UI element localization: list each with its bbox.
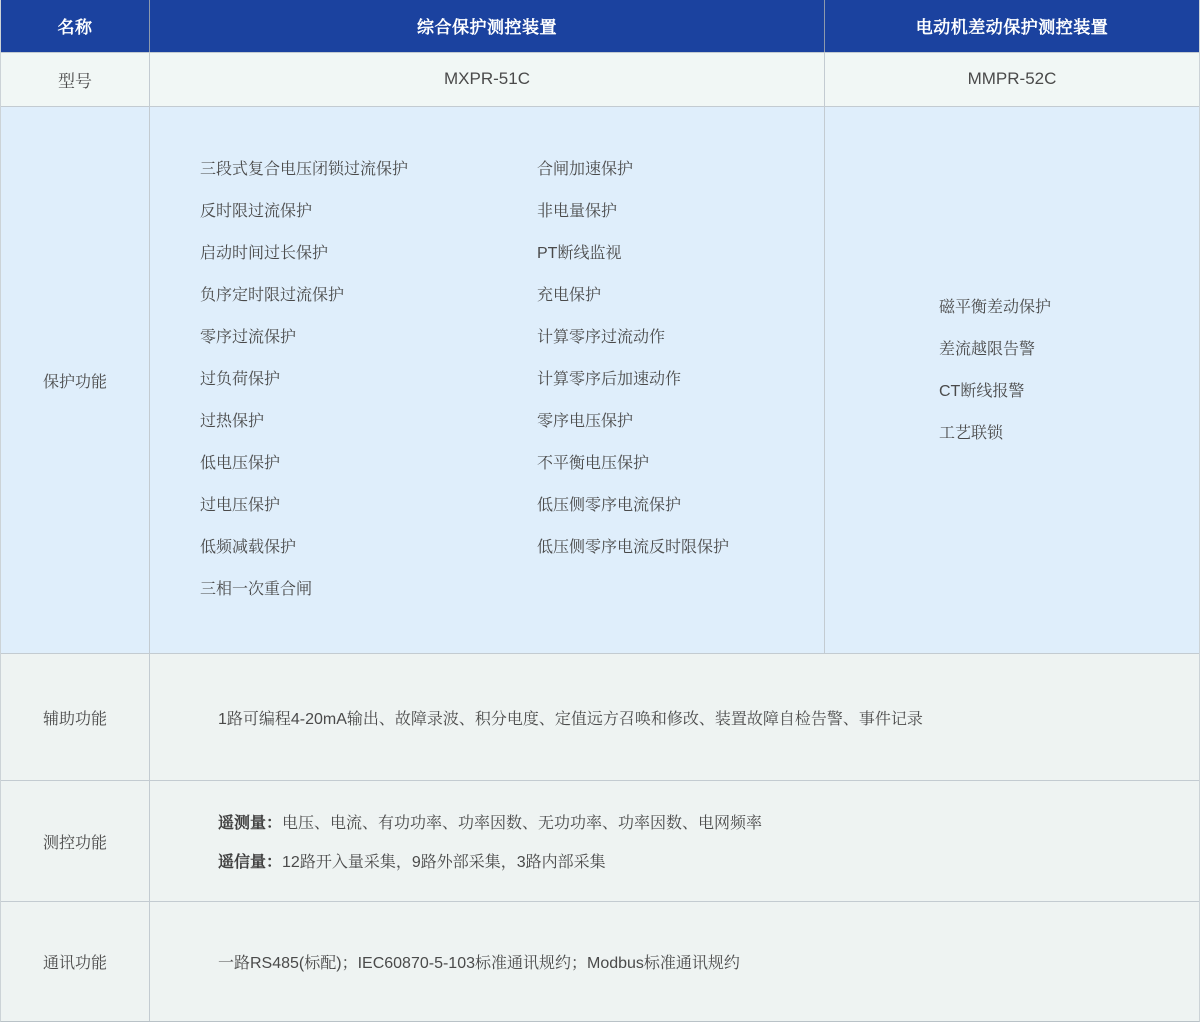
header-cell-main-device: 综合保护测控装置	[150, 0, 825, 52]
list-item: 不平衡电压保护	[537, 455, 650, 473]
aux-row-text: 1路可编程4-20mA输出、故障录波、积分电度、定值远方召唤和修改、装置故障自检告警、事件记录	[218, 710, 923, 728]
list-item: 过负荷保护	[200, 371, 281, 389]
telesignal-text: 12路开入量采集，9路外部采集，3路内部采集	[282, 854, 606, 872]
list-item: 过热保护	[200, 413, 265, 431]
telesignal-line	[218, 849, 1199, 872]
list-item: 计算零序过流动作	[537, 329, 666, 347]
list-item: 计算零序后加速动作	[537, 371, 682, 389]
list-item: 零序过流保护	[200, 329, 297, 347]
list-item: 工艺联锁	[939, 424, 1004, 442]
comm-row-text: 一路RS485(标配)；IEC60870-5-103标准通讯规约；Modbus标准通讯规约	[218, 955, 740, 973]
list-item: 磁平衡差动保护	[939, 298, 1052, 316]
table-header-row	[1, 0, 1199, 53]
list-item: 充电保护	[537, 287, 602, 305]
protection-main-cell	[150, 107, 825, 653]
comm-row-label: 通讯功能	[1, 902, 150, 1021]
list-item: PT断线监视	[537, 245, 622, 263]
list-item: 低电压保护	[200, 455, 281, 473]
list-item: 过电压保护	[200, 497, 281, 515]
telemetry-line	[218, 810, 1199, 833]
list-item: 非电量保护	[537, 203, 618, 221]
telemetry-label: 遥测量：	[218, 815, 283, 833]
model-row-label: 型号	[1, 53, 150, 106]
list-item: 反时限过流保护	[200, 203, 313, 221]
measure-row-content	[150, 781, 1199, 901]
protection-list-right	[537, 147, 729, 653]
header-cell-diff-device: 电动机差动保护测控装置	[825, 0, 1199, 52]
list-item: 低压侧零序电流保护	[537, 497, 682, 515]
model-diff-value: MMPR-52C	[967, 69, 1057, 89]
list-item: 零序电压保护	[537, 413, 634, 431]
protection-functions-row	[1, 107, 1199, 654]
telesignal-label: 遥信量：	[218, 854, 283, 872]
measure-row-label: 测控功能	[1, 781, 150, 901]
list-item: 启动时间过长保护	[200, 245, 329, 263]
list-item: 低频减载保护	[200, 539, 297, 557]
auxiliary-functions-row	[1, 654, 1199, 781]
aux-row-label: 辅助功能	[1, 654, 150, 780]
list-item: 差流越限告警	[939, 340, 1036, 358]
model-row	[1, 53, 1199, 107]
telemetry-text: 电压、电流、有功功率、功率因数、无功功率、功率因数、电网频率	[282, 815, 763, 833]
protection-row-label: 保护功能	[1, 107, 150, 653]
protection-diff-cell	[825, 107, 1199, 653]
list-item: CT断线报警	[939, 382, 1025, 400]
protection-list-left	[200, 147, 537, 653]
list-item: 三相一次重合闸	[200, 581, 313, 599]
list-item: 合闸加速保护	[537, 161, 634, 179]
list-item: 三段式复合电压闭锁过流保护	[200, 161, 409, 179]
list-item: 负序定时限过流保护	[200, 287, 345, 305]
header-cell-name: 名称	[1, 0, 150, 52]
measure-control-row	[1, 781, 1199, 902]
list-item: 低压侧零序电流反时限保护	[537, 539, 730, 557]
model-main-value: MXPR-51C	[150, 53, 825, 106]
communication-row	[1, 902, 1199, 1021]
